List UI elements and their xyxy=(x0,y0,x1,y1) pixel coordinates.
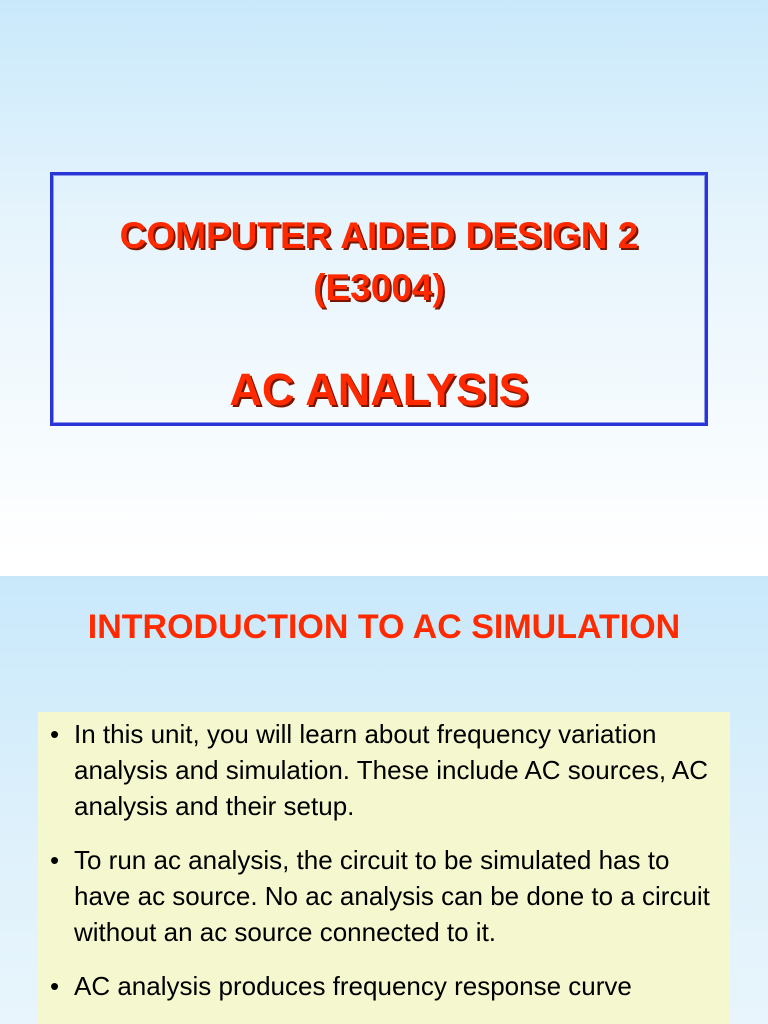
title-box xyxy=(50,172,708,426)
bullet-icon: • xyxy=(50,719,60,749)
slide-heading: AC ANALYSIS xyxy=(229,364,529,415)
bullet-icon: • xyxy=(50,845,60,875)
bullet-panel xyxy=(38,712,730,1024)
course-title: COMPUTER AIDED DESIGN 2 xyxy=(119,215,639,256)
course-code: (E3004) xyxy=(313,267,445,308)
bullet-text: In this unit, you will learn about frequency variation analysis and simulation. These include AC sources, AC analysis and their setup. xyxy=(74,719,708,821)
list-item xyxy=(50,968,720,1004)
bullet-text: To run ac analysis, the circuit to be simulated has to have ac source. No ac analysis can be done to a circuit without an ac source connected to it. xyxy=(74,845,710,947)
list-item xyxy=(50,842,720,950)
bullet-icon: • xyxy=(50,971,60,1001)
introduction-title: INTRODUCTION TO AC SIMULATION xyxy=(87,608,681,646)
bullet-text: AC analysis produces frequency response curve xyxy=(74,971,632,1001)
bullet-list xyxy=(50,716,720,1022)
list-item xyxy=(50,716,720,824)
introduction-slide xyxy=(0,576,768,1024)
